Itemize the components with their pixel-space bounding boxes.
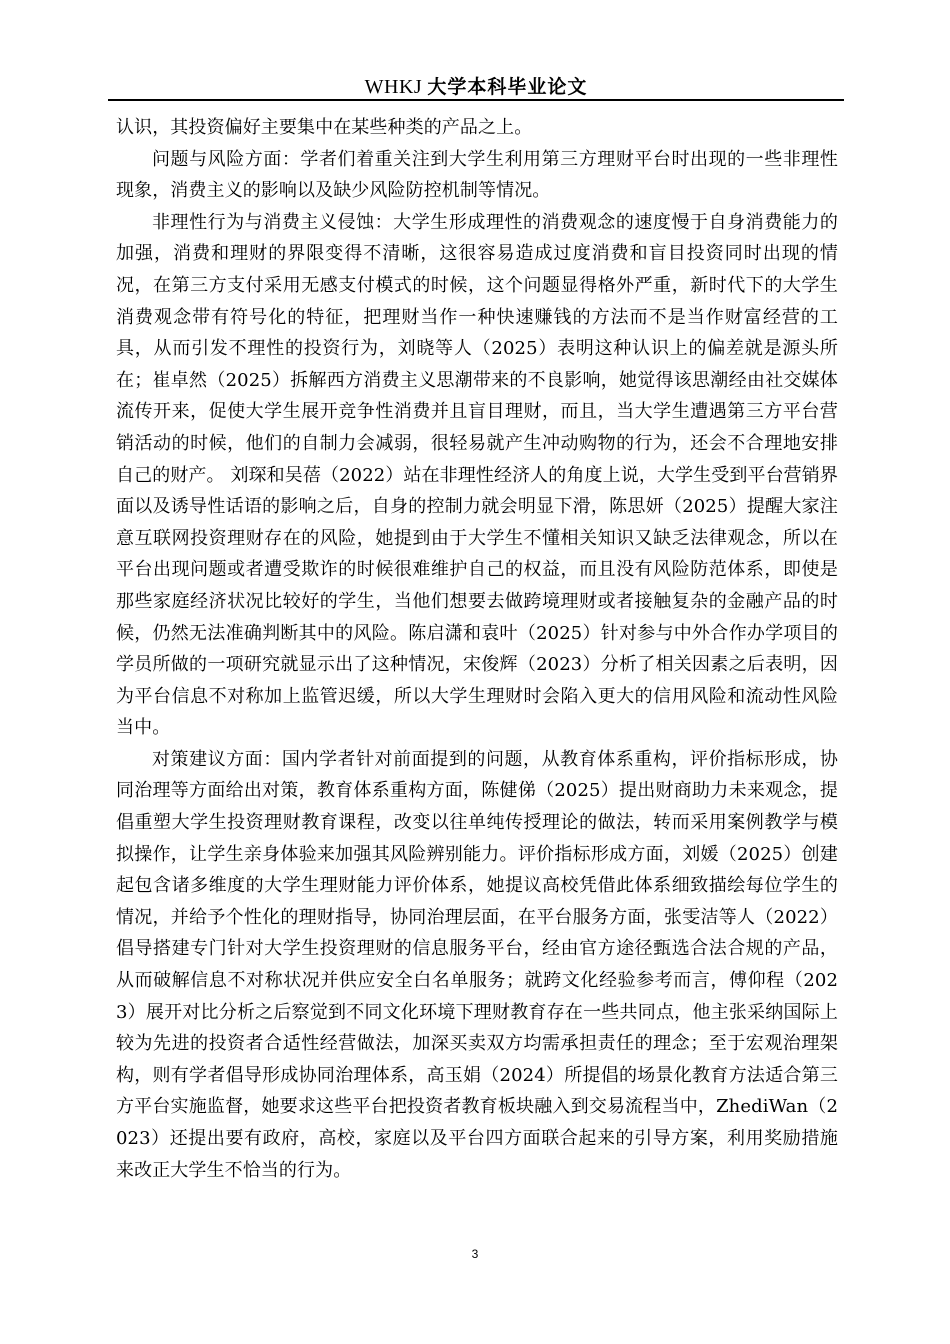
body-text xyxy=(116,112,838,1186)
header-latin-text: WHKJ xyxy=(364,76,423,98)
page-number: 3 xyxy=(471,1247,479,1261)
paragraph-countermeasures: 对策建议方面：国内学者针对前面提到的问题，从教育体系重构，评价指标形成，协同治理等方面给出对策，教育体系重构方面，陈健俤（2025）提出财商助力未来观念，提倡重塑大学生投资理财教育课程，改变以往单纯传授理论的做法，转而采用案例教学与模拟操作，让学生亲身体验来加强其风险辨别能力。评价指标形成方面，刘媛（2025）创建起包含诸多维度的大学生理财能力评价体系，她提议高校凭借此体系细致描绘每位学生的情况，并给予个性化的理财指导，协同治理层面，在平台服务方面，张雯洁等人（2022）倡导搭建专门针对大学生投资理财的信息服务平台，经由官方途径甄选合法合规的产品，从而破解信息不对称状况并供应安全白名单服务；就跨文化经验参考而言，傅仰程（2023）展开对比分析之后察觉到不同文化环境下理财教育存在一些共同点，他主张采纳国际上较为先进的投资者合适性经营做法，加深买卖双方均需承担责任的理念；至于宏观治理架构，则有学者倡导形成协同治理体系，高玉娟（2024）所提倡的场景化教育方法适合第三方平台实施监督，她要求这些平台把投资者教育板块融入到交易流程当中，ZhediWan（2023）还提出要有政府，高校，家庭以及平台四方面联合起来的引导方案，利用奖励措施来改正大学生不恰当的行为。 xyxy=(116,748,838,1181)
paragraph-problems-risks: 问题与风险方面：学者们着重关注到大学生利用第三方理财平台时出现的一些非理性现象，消费主义的影响以及缺少风险防控机制等情况。 xyxy=(116,148,838,202)
paragraph-continuation: 认识，其投资偏好主要集中在某些种类的产品之上。 xyxy=(116,117,533,138)
page-header xyxy=(108,72,844,98)
header-title-text: 大学本科毕业论文 xyxy=(427,76,588,98)
header-rule xyxy=(108,99,844,101)
paragraph-irrational-behavior: 非理性行为与消费主义侵蚀：大学生形成理性的消费观念的速度慢于自身消费能力的加强，消费和理财的界限变得不清晰，这很容易造成过度消费和盲目投资同时出现的情况，在第三方支付采用无感支付模式的时候，这个问题显得格外严重，新时代下的大学生消费观念带有符号化的特征，把理财当作一种快速赚钱的方法而不是当作财富经营的工具，从而引发不理性的投资行为，刘晓等人（2025）表明这种认识上的偏差就是源头所在；崔卓然（2025）拆解西方消费主义思潮带来的不良影响，她觉得该思潮经由社交媒体流传开来，促使大学生展开竞争性消费并且盲目理财，而且，当大学生遭遇第三方平台营销活动的时候，他们的自制力会减弱，很轻易就产生冲动购物的行为，还会不合理地安排自己的财产。 刘琛和吴蓓（2022）站在非理性经济人的角度上说，大学生受到平台营销界面以及诱导性话语的影响之后，自身的控制力就会明显下滑，陈思妍（2025）提醒大家注意互联网投资理财存在的风险，她提到由于大学生不懂相关知识又缺乏法律观念，所以在平台出现问题或者遭受欺诈的时候很难维护自己的权益，而且没有风险防范体系，即使是那些家庭经济状况比较好的学生，当他们想要去做跨境理财或者接触复杂的金融产品的时候，仍然无法准确判断其中的风险。陈启潇和袁叶（2025）针对参与中外合作办学项目的学员所做的一项研究就显示出了这种情况，宋俊辉（2023）分析了相关因素之后表明，因为平台信息不对称加上监管迟缓，所以大学生理财时会陷入更大的信用风险和流动性风险当中。 xyxy=(116,211,838,739)
